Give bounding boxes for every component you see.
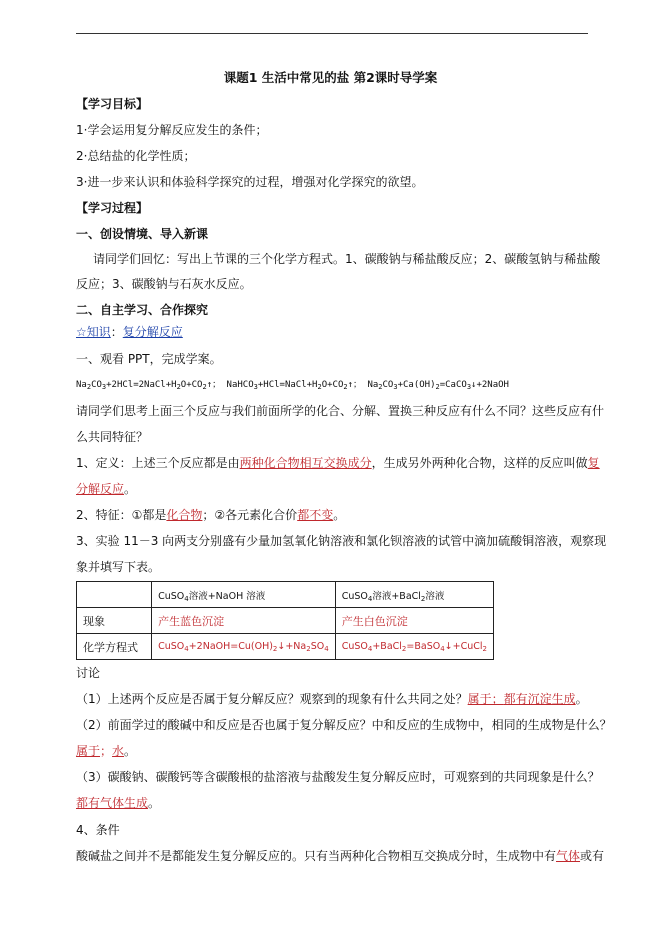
knowledge-topic: 复分解反应 (122, 325, 183, 339)
discussion-a2-line (76, 743, 136, 759)
process-heading: 【学习过程】 (76, 201, 149, 215)
equation-2: $NaHCO_3+HCl=NaCl+H_2O+CO_2↑$； (226, 380, 363, 391)
discussion-end-2: 。 (124, 744, 137, 758)
discussion-q3: （3）碳酸钠、碳酸钙等含碳酸根的盐溶液与盐酸发生复分解反应时，可观察到的共同现象是什么？ (76, 770, 600, 784)
equations-line (76, 377, 509, 393)
equation-3: $Na_2CO_3+Ca(OH)_2=CaCO_3↓+2NaOH$ (367, 380, 509, 391)
discussion-q1 (76, 691, 588, 707)
feature-answer-2: 都不变 (297, 508, 334, 522)
section-1-heading: 一、创设情境、导入新课 (76, 227, 209, 241)
question-line-2: 么共同特征？ (76, 430, 149, 444)
discussion-q2: （2）前面学过的酸碱中和反应是否也属于复分解反应？中和反应的生成物中，相同的生成物是什么？ (76, 718, 612, 732)
discussion-answer-2a: 属于 (76, 744, 101, 758)
discussion-answer-3b: 气体生成 (100, 796, 149, 810)
table-cell-answer: $CuSO_4+2NaOH=Cu(OH)_2↓+Na_2SO_4$ (152, 634, 336, 660)
page-title: 课题1 生活中常见的盐 第2课时导学案 (223, 70, 438, 85)
question-line-1: 请同学们思考上面三个反应与我们前面所学的化合、分解、置换三种反应有什么不同？这些反应有什 (76, 404, 605, 418)
discussion-answer-1b: 都有沉淀生成 (503, 692, 576, 706)
conditions-answer: 气体 (556, 849, 581, 863)
discussion-a3-line (76, 795, 160, 811)
table-row-label: 化学方程式 (77, 634, 152, 660)
discussion-end-1: 。 (575, 692, 588, 706)
table-corner-cell (77, 582, 152, 608)
table-row (77, 608, 494, 634)
definition-prefix: 1、定义：上述三个反应都是由 (76, 456, 240, 470)
experiment-table (76, 581, 494, 660)
table-header-cell: CuSO$_4$溶液+NaOH 溶液 (152, 582, 336, 608)
table-row (77, 634, 494, 660)
discussion-end-3: 。 (148, 796, 161, 810)
conditions-end: 或有 (580, 849, 605, 863)
goal-item-1: 1·学会运用复分解反应发生的条件； (76, 123, 268, 137)
goals-heading: 【学习目标】 (76, 97, 149, 111)
definition-answer-2b: 分解反应 (76, 482, 125, 496)
knowledge-line (76, 324, 183, 340)
discussion-question-1: （1）上述两个反应是否属于复分解反应？观察到的现象有什么共同之处？ (76, 692, 468, 706)
watch-ppt-line: 一、观看 PPT，完成学案。 (76, 352, 222, 366)
table-cell-answer: 产生白色沉淀 (335, 608, 493, 634)
feature-middle: ；②各元素化合价 (202, 508, 298, 522)
table-row-label: 现象 (77, 608, 152, 634)
discussion-answer-2b: 水 (112, 744, 125, 758)
discussion-answer-1a: 属于； (467, 692, 504, 706)
feature-prefix: 2、特征：①都是 (76, 508, 167, 522)
goal-item-2: 2·总结盐的化学性质； (76, 149, 196, 163)
section-2-heading: 二、自主学习、合作探究 (76, 303, 209, 317)
header-rule (76, 33, 588, 34)
conditions-label: 4、条件 (76, 823, 120, 837)
discussion-label: 讨论 (76, 666, 101, 680)
definition-middle: ，生成另外两种化合物，这样的反应叫做 (371, 456, 588, 470)
recall-text-line-1: 请同学们回忆：写出上节课的三个化学方程式。1、碳酸钠与稀盐酸反应；2、碳酸氢钠与稀盐酸 (93, 252, 601, 266)
conditions-prefix: 酸碱盐之间并不是都能发生复分解反应的。只有当两种化合物相互交换成分时，生成物中有 (76, 849, 557, 863)
discussion-answer-3a: 都有 (76, 796, 101, 810)
goal-item-3: 3·进一步来认识和体验科学探究的过程，增强对化学探究的欲望。 (76, 175, 424, 189)
definition-line-2 (76, 481, 136, 497)
table-header-row (77, 582, 494, 608)
discussion-sep-2: ； (100, 744, 113, 758)
knowledge-sep: ： (110, 325, 123, 339)
table-cell-answer: 产生蓝色沉淀 (152, 608, 336, 634)
table-cell-answer: CuSO$_4$+BaCl$_2$=BaSO$_4$↓+CuCl$_2$ (335, 634, 493, 660)
feature-answer-1: 化合物 (166, 508, 203, 522)
experiment-line-1: 3、实验 11－3 向两支分别盛有少量加氢氧化钠溶液和氯化钡溶液的试管中滴加硫酸铜溶液，观察现 (76, 534, 607, 548)
conditions-line (76, 848, 604, 864)
knowledge-label: ☆知识 (76, 325, 111, 339)
definition-end: 。 (124, 482, 137, 496)
table-header-cell: CuSO$_4$溶液+BaCl$_2$溶液 (335, 582, 493, 608)
feature-line (76, 507, 345, 523)
experiment-line-2: 象并填写下表。 (76, 560, 161, 574)
equation-1: $Na_2CO_3+2HCl=2NaCl+H_2O+CO_2↑$； (76, 380, 222, 391)
definition-answer-1: 两种化合物相互交换成分 (239, 456, 372, 470)
definition-line-1 (76, 455, 600, 471)
feature-end: 。 (333, 508, 346, 522)
recall-text-line-2: 反应；3、碳酸钠与石灰水反应。 (76, 277, 252, 291)
definition-answer-2a: 复 (587, 456, 600, 470)
